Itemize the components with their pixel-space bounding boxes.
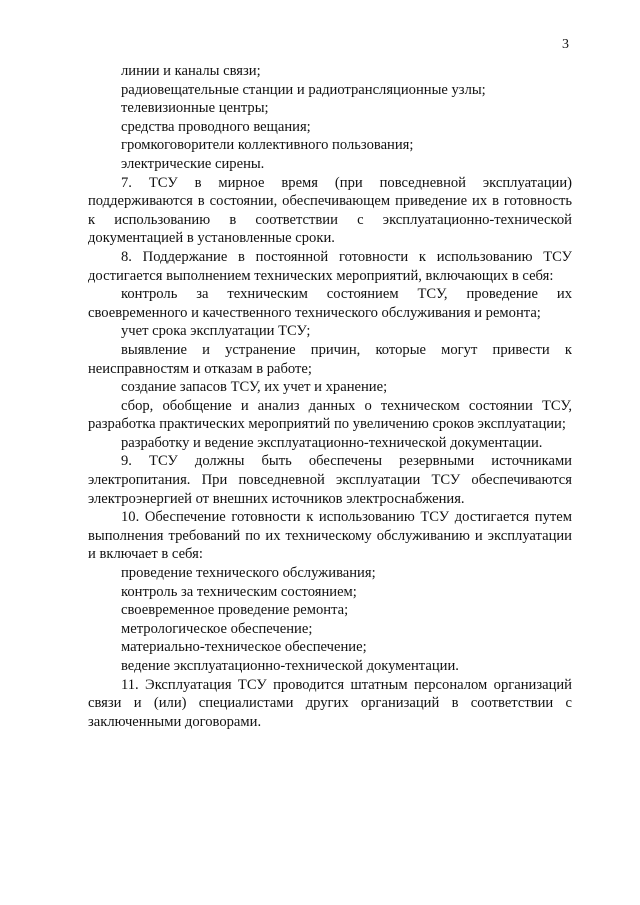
list-item-tv-centers: телевизионные центры;: [121, 100, 269, 117]
list-item-data-analysis: сбор, обобщение и анализ данных о техническом состоянии ТСУ, разработка практических мероприятий по увеличению сроков эксплуатации;: [88, 397, 572, 433]
list-item-metrology: метрологическое обеспечение;: [121, 620, 313, 637]
list-item-condition-control: контроль за техническим состоянием ТСУ, проведение их своевременного и качественного технического обслуживания и ремонта;: [88, 286, 572, 321]
document-body: [88, 62, 572, 731]
list-item-logistics: материально-техническое обеспечение;: [121, 639, 367, 656]
list-item-maintenance: проведение технического обслуживания;: [121, 565, 376, 582]
paragraph-7: 7. ТСУ в мирное время (при повседневной эксплуатации) поддерживаются в состоянии, обеспечивающем приведение их в готовность к использованию в соответствии с эксплуатационно-технической документацией в установленные сроки.: [88, 174, 572, 247]
list-item-doc-maintenance: ведение эксплуатационно-технической документации.: [121, 658, 459, 674]
list-item-communication-lines: линии и каналы связи;: [121, 63, 261, 79]
list-item-reserves: создание запасов ТСУ, их учет и хранение;: [121, 379, 388, 396]
list-item-fault-causes: выявление и устранение причин, которые могут привести к неисправностям и отказам в работе;: [88, 341, 572, 377]
paragraph-10: 10. Обеспечение готовности к использованию ТСУ достигается путем выполнения требований по их техническому обслуживанию и эксплуатации и включает в себя:: [88, 509, 572, 563]
page-number: 3: [562, 37, 569, 52]
list-item-sirens: электрические сирены.: [121, 155, 265, 172]
list-item-repair: своевременное проведение ремонта;: [121, 602, 349, 619]
list-item-technical-control: контроль за техническим состоянием;: [121, 583, 357, 600]
paragraph-11: 11. Эксплуатация ТСУ проводится штатным персоналом организаций связи и (или) специалистами других организаций в соответствии с заключенными договорами.: [88, 676, 572, 730]
list-item-radio-stations: радиовещательные станции и радиотрансляционные узлы;: [121, 81, 486, 98]
paragraph-9: 9. ТСУ должны быть обеспечены резервными источниками электропитания. При повседневной эксплуатации ТСУ обеспечиваются электроэнергией от внешних источников электроснабжения.: [88, 453, 572, 507]
paragraph-8: 8. Поддержание в постоянной готовности к использованию ТСУ достигается выполнением технических мероприятий, включающих в себя:: [88, 248, 572, 284]
list-item-wired-broadcasting: средства проводного вещания;: [121, 118, 311, 135]
list-item-documentation: разработку и ведение эксплуатационно-технической документации.: [121, 434, 543, 451]
list-item-loudspeakers: громкоговорители коллективного пользования;: [121, 137, 414, 154]
list-item-service-life: учет срока эксплуатации ТСУ;: [121, 323, 311, 340]
